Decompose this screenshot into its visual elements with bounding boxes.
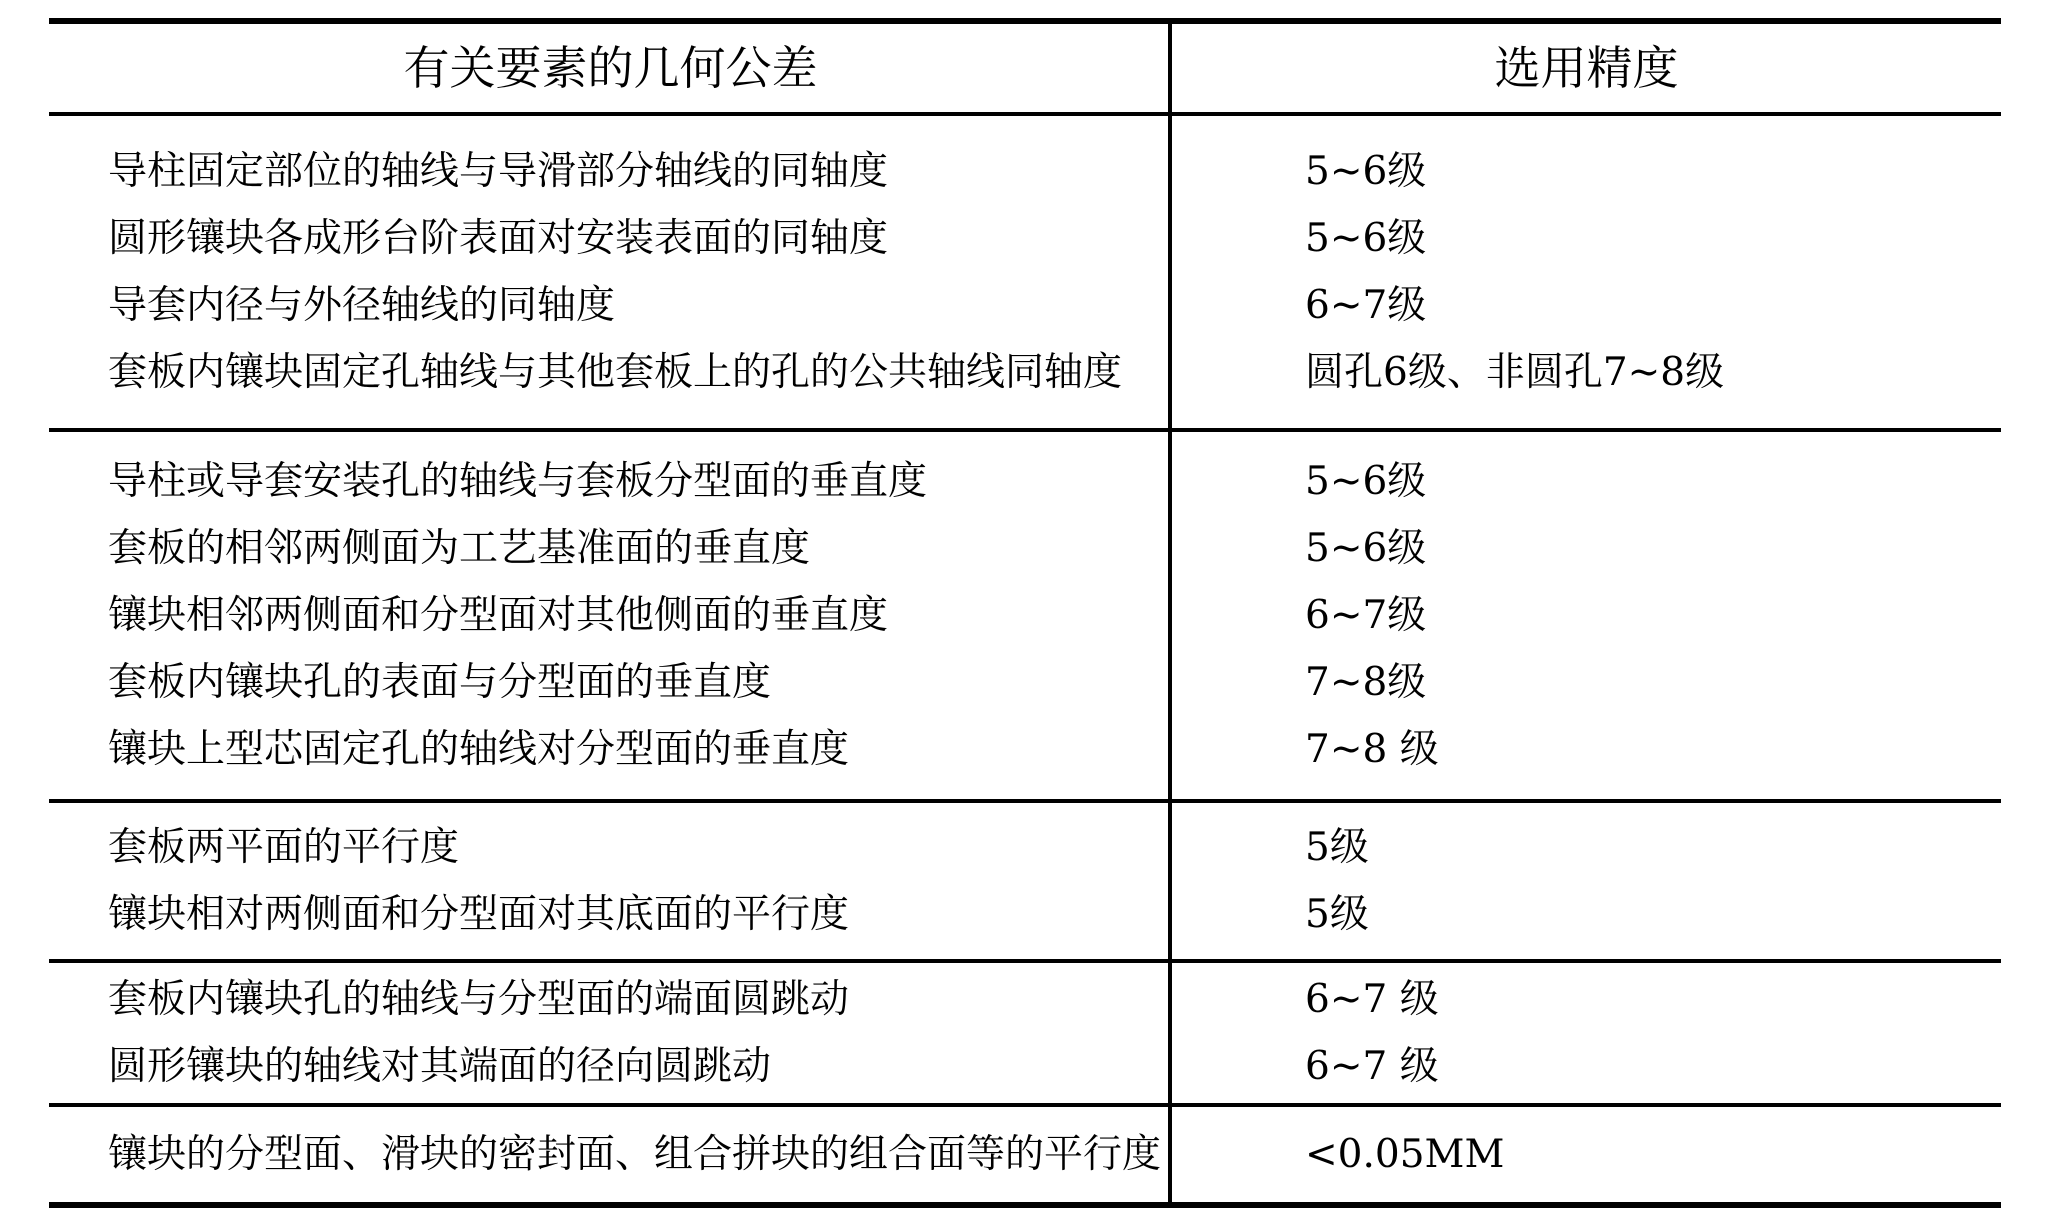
row-group-runout — [49, 963, 2001, 1107]
table-header-row — [49, 24, 2001, 116]
tolerance-item-text: 导柱或导套安装孔的轴线与套板分型面的垂直度 — [108, 459, 928, 504]
precision-value-text: 6~7级 — [1305, 283, 1427, 328]
column-divider-line — [1168, 24, 1172, 1202]
table-row — [49, 515, 2001, 582]
header-precision-label: 选用精度 — [1494, 41, 1679, 95]
precision-value-text: 5~6级 — [1305, 149, 1427, 194]
table-row — [49, 272, 2001, 339]
table-row — [49, 716, 2001, 783]
precision-value-text: 5~6级 — [1305, 459, 1427, 504]
header-tolerance-label: 有关要素的几何公差 — [403, 41, 818, 95]
tolerance-item-text: 导套内径与外径轴线的同轴度 — [108, 283, 616, 328]
tolerance-item-text: 圆形镶块的轴线对其端面的径向圆跳动 — [108, 1044, 772, 1089]
table-row — [49, 881, 2001, 948]
precision-value-text: 5~6级 — [1305, 216, 1427, 261]
precision-value-text: 7~8级 — [1305, 660, 1427, 705]
table-row — [49, 339, 2001, 406]
tolerance-item-text: 套板内镶块孔的表面与分型面的垂直度 — [108, 660, 772, 705]
row-group-perpendicularity — [49, 432, 2001, 803]
table-row — [49, 205, 2001, 272]
table-row — [49, 138, 2001, 205]
table-row — [49, 448, 2001, 515]
precision-value-text: <0.05MM — [1305, 1132, 1505, 1177]
table-row — [49, 1033, 2001, 1100]
precision-value-text: 5级 — [1305, 892, 1369, 937]
row-group-parallelism — [49, 803, 2001, 963]
precision-value-text: 6~7 级 — [1305, 977, 1439, 1022]
precision-value-text: 7~8 级 — [1305, 727, 1439, 772]
tolerance-item-text: 套板两平面的平行度 — [108, 825, 460, 870]
tolerance-item-text: 镶块相邻两侧面和分型面对其他侧面的垂直度 — [108, 593, 889, 638]
tolerance-item-text: 套板内镶块固定孔轴线与其他套板上的孔的公共轴线同轴度 — [108, 350, 1123, 395]
tolerance-item-text: 套板的相邻两侧面为工艺基准面的垂直度 — [108, 526, 811, 571]
precision-value-text: 5~6级 — [1305, 526, 1427, 571]
precision-value-text: 6~7 级 — [1305, 1044, 1439, 1089]
tolerance-table — [49, 18, 2001, 1208]
tolerance-item-text: 导柱固定部位的轴线与导滑部分轴线的同轴度 — [108, 149, 889, 194]
tolerance-item-text: 镶块相对两侧面和分型面对其底面的平行度 — [108, 892, 850, 937]
precision-value-text: 6~7级 — [1305, 593, 1427, 638]
table-row — [49, 814, 2001, 881]
table-row — [49, 649, 2001, 716]
table-row — [49, 582, 2001, 649]
tolerance-item-text: 镶块的分型面、滑块的密封面、组合拼块的组合面等的平行度 — [108, 1132, 1162, 1177]
table-row — [49, 1121, 2001, 1188]
table-row — [49, 966, 2001, 1033]
precision-value-text: 5级 — [1305, 825, 1369, 870]
precision-value-text: 圆孔6级、非圆孔7~8级 — [1305, 350, 1725, 395]
row-group-coaxiality — [49, 116, 2001, 432]
row-group-surfaces — [49, 1107, 2001, 1202]
tolerance-item-text: 圆形镶块各成形台阶表面对安装表面的同轴度 — [108, 216, 889, 261]
tolerance-item-text: 镶块上型芯固定孔的轴线对分型面的垂直度 — [108, 727, 850, 772]
tolerance-item-text: 套板内镶块孔的轴线与分型面的端面圆跳动 — [108, 977, 850, 1022]
